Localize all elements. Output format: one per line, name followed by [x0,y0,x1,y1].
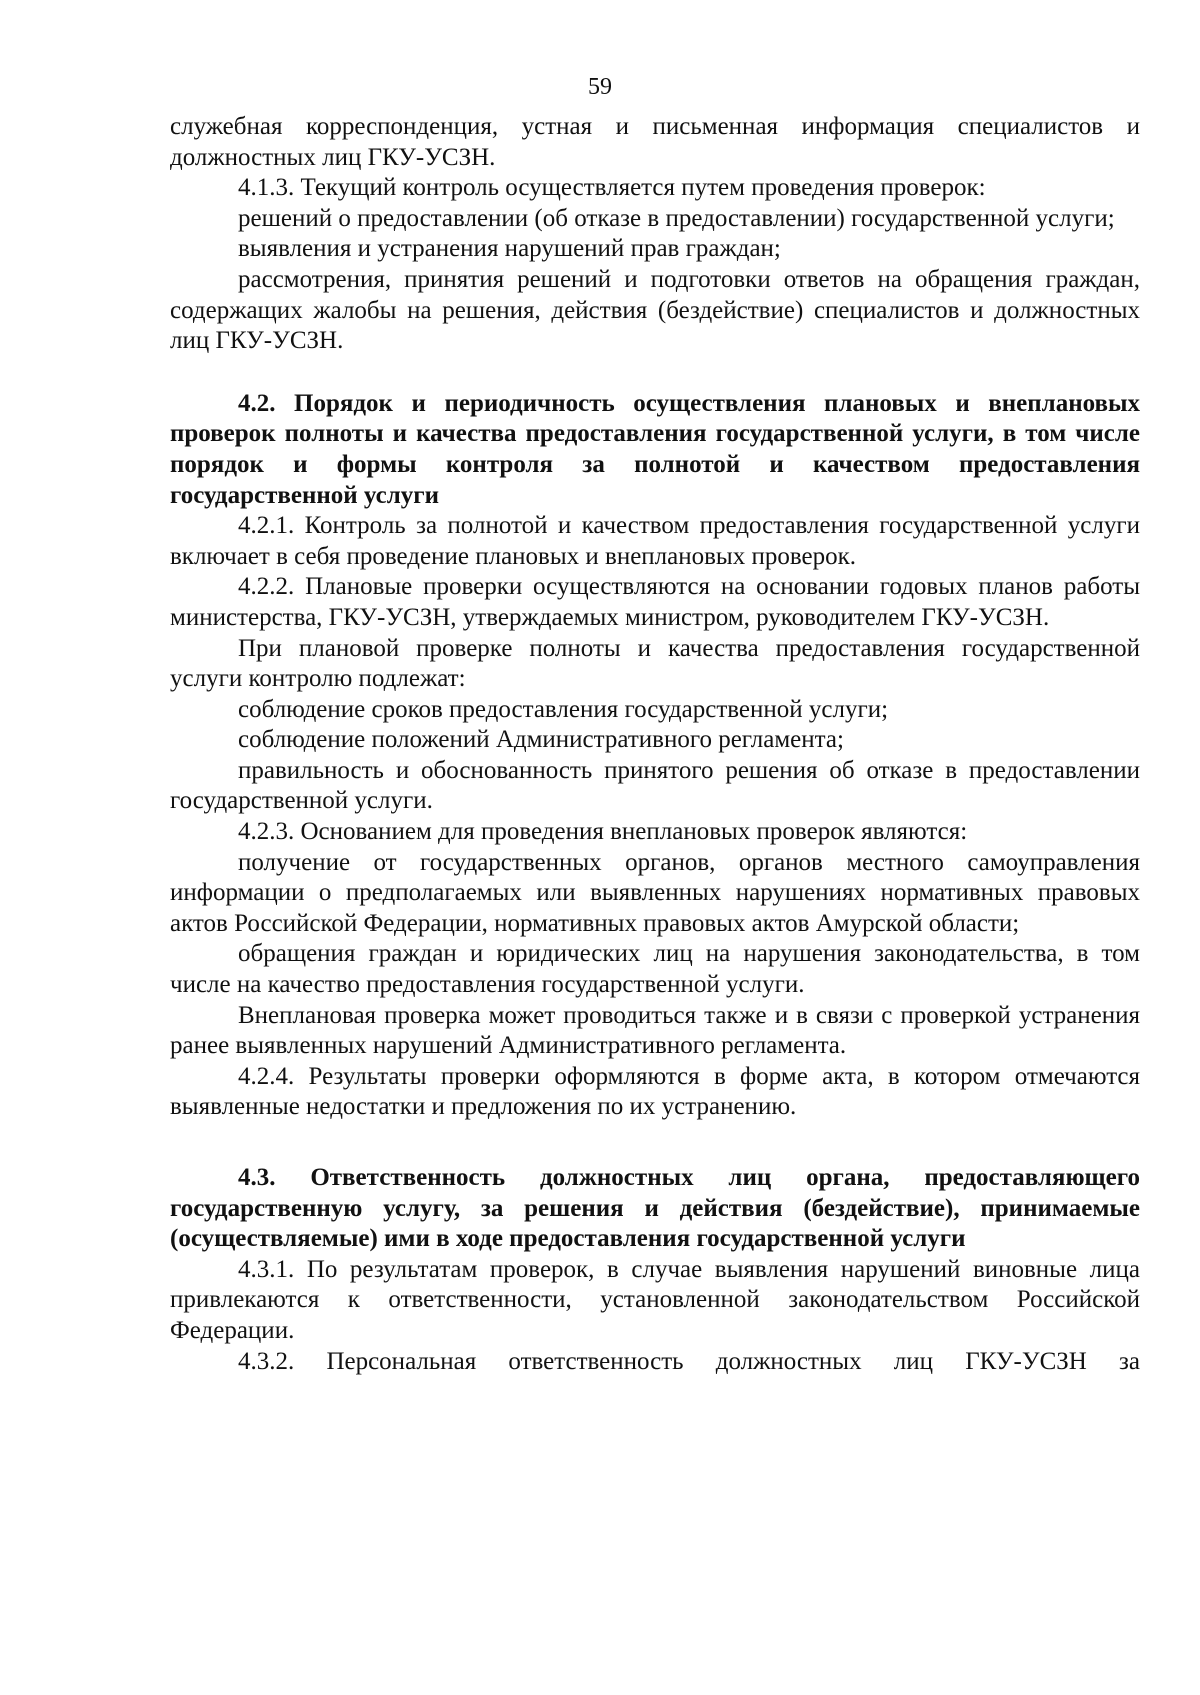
text-line: 4.2.1. Контроль за полнотой и качеством предоставления государственной [238,512,1058,540]
text-line: ГКУ-УСЗН. [921,603,1050,631]
paragraph [170,173,1140,204]
text-line: лица привлекаются к ответственности, установленной законодательством [170,1255,1140,1314]
paragraph [170,234,1140,265]
text-line: рассмотрения, принятия решений и подготовки ответов на обращения [238,265,1033,293]
text-line: обращения граждан и юридических лиц на нарушения законодательства, в [238,940,1089,968]
paragraph [170,725,1140,756]
text-line: получение от государственных органов, органов местного самоуправления [238,848,1140,876]
paragraph [170,1347,1140,1378]
paragraph [170,1062,1140,1123]
text-line: внеплановых проверок полноты и качества предоставления [170,389,1141,448]
text-line: работы министерства, ГКУ-УСЗН, утверждаемых министром, руководителем [170,573,1141,631]
text-line: 4.3. Ответственность должностных лиц органа, предоставляющего [238,1164,1140,1191]
text-line: услуги включает в себя проведение плановых и внеплановых проверок. [170,512,1140,570]
text-line: 4.3.2. Персональная ответственность должностных лиц ГКУ-УСЗН за [238,1347,1140,1375]
paragraph [170,695,1140,726]
text-line: государственную услугу, за решения и действия (бездействие), [170,1194,960,1222]
text-line: выявления и устранения нарушений прав граждан; [238,235,781,263]
text-line: служебная корреспонденция, устная и письменная информация специалистов и [170,113,1140,140]
text-line: соблюдение положений Административного регламента; [238,726,844,754]
text-line: правильность и обоснованность принятого решения об отказе в [238,756,958,784]
text-line: должностных лиц ГКУ-УСЗН. [170,143,496,171]
text-line: решений о предоставлении (об отказе в предоставлении) государственной [238,204,1030,232]
text-line: 4.3.1. По результатам проверок, в случае выявления нарушений виновные [238,1255,1078,1283]
paragraph [170,634,1140,695]
text-line: 4.2. Порядок и периодичность осуществления плановых и [238,389,970,417]
text-line: граждан, содержащих жалобы на решения, действия (бездействие) специалистов [170,265,1141,324]
text-line: Внеплановая проверка может проводиться также и в связи с проверкой [238,1001,1011,1029]
section-heading [170,1163,1140,1255]
paragraph [170,511,1140,572]
paragraph [170,848,1140,940]
paragraph [170,756,1140,817]
text-line: Российской Федерации. [170,1286,1140,1344]
text-line: полнотой и качеством предоставления государственной услуги [170,450,1141,509]
paragraph [170,112,1140,173]
paragraph [170,817,1140,848]
text-line: При плановой проверке полноты и качества предоставления [238,634,945,662]
text-line: том числе на качество предоставления государственной услуги. [170,940,1140,999]
text-line: услуги; [1035,204,1115,232]
text-line: области; [928,909,1020,937]
text-line: государственной услуги контролю подлежат: [170,634,1140,693]
paragraph [170,1255,1140,1347]
text-line: информации о предполагаемых или выявленных нарушениях нормативных [170,879,1024,907]
text-line: предоставлении государственной услуги. [170,756,1140,815]
text-line: государственной услуги, в том числе порядок и формы контроля за [170,420,1141,478]
paragraph [170,265,1140,357]
text-line: соблюдение сроков предоставления государственной услуги; [238,695,889,723]
text-line: 4.1.3. Текущий контроль осуществляется путем проведения проверок: [238,174,986,202]
text-line: отмечаются выявленные недостатки и предложения по их устранению. [170,1062,1141,1121]
text-line: и должностных лиц ГКУ-УСЗН. [170,296,1141,355]
paragraph [170,939,1140,1000]
section-spacer [170,1123,1140,1163]
text-line: устранения ранее выявленных нарушений Административного регламента. [170,1001,1140,1060]
paragraph [170,572,1140,633]
text-line: 4.2.4. Результаты проверки оформляются в форме акта, в котором [238,1062,1001,1090]
paragraph [170,1001,1140,1062]
page-number: 59 [588,74,612,100]
section-spacer [170,357,1140,389]
text-line: правовых актов Российской Федерации, нормативных правовых актов Амурской [170,879,1141,937]
paragraph [170,204,1140,235]
document-body [170,112,1140,1377]
text-line: 4.2.2. Плановые проверки осуществляются на основании годовых планов [238,573,1053,601]
section-heading [170,389,1140,511]
text-line: государственной услуги [696,1225,966,1253]
text-line: принимаемые (осуществляемые) ими в ходе предоставления [170,1194,1140,1253]
text-line: 4.2.3. Основанием для проведения внеплановых проверок являются: [238,818,968,846]
